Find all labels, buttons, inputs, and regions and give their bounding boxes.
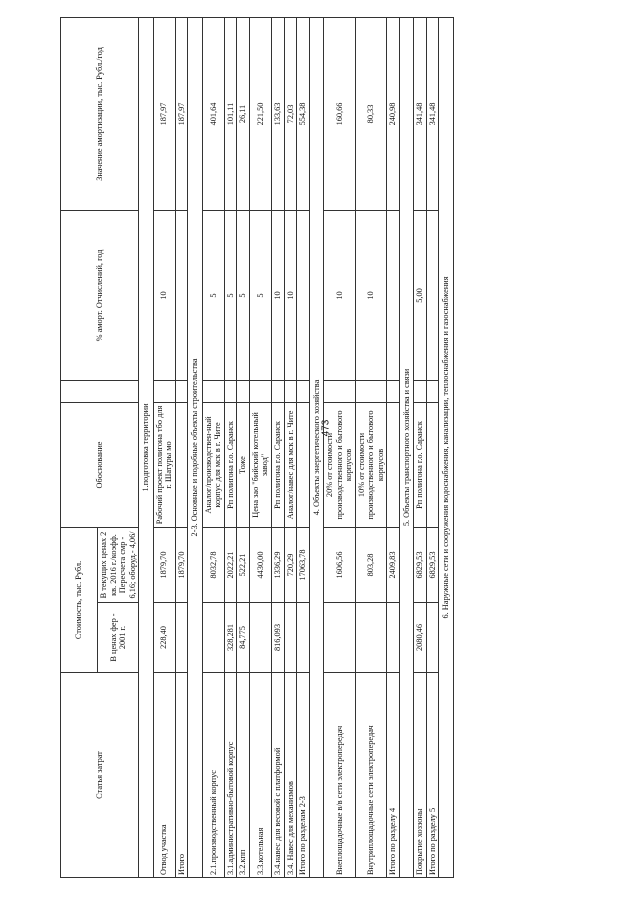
cell-basis [426,402,439,527]
cell-amort-value: 341,48 [414,17,427,210]
table-row [271,17,284,877]
cell-price-current: 6829,53 [426,527,439,602]
cell-price-2001 [426,603,439,673]
cell-amort-percent [175,210,188,380]
section-title: 4. Объекты энергетического хозяйства [309,17,324,877]
cell-amort-percent [387,210,400,380]
section-title: 5. Объекты транспортного хозяйства и связи [399,17,414,877]
cell-price-current: 803,28 [355,527,387,602]
cell-price-2001 [175,603,188,673]
cell-basis [387,402,400,527]
cell-price-current: 1879,70 [175,527,188,602]
cell-basis: Цена зао "бийский котельный завод" [249,402,271,527]
cell-price-current: 4430,00 [249,527,271,602]
cell-amort-percent: 10 [324,210,356,380]
cell-cost-item: 3.2.кпп [237,673,250,878]
cell-amort-percent: 10 [271,210,284,380]
header-amort-percent: % аморт. Отчислений, год [61,210,139,380]
cell-amort-percent: 5 [224,210,237,380]
table-row [202,17,224,877]
cell-amort-value: 187,97 [153,17,175,210]
cell-basis [175,402,188,527]
cell-amort-value: 72,03 [284,17,297,210]
cell-amort-value: 26,11 [237,17,250,210]
cell-cost-item: Внеплощадочные в/в сети электропередач [324,673,356,878]
cell-amort-value: 80,33 [355,17,387,210]
table-row [387,17,400,877]
cell-price-2001: 228,40 [153,603,175,673]
cell-price-current: 1879,70 [153,527,175,602]
cell-amort-percent: 10 [153,210,175,380]
cell-cost-item: Итого по разделу 5 [426,673,439,878]
cell-amort-percent [426,210,439,380]
amortization-table [60,17,454,878]
cell-cost-item: Итого [175,673,188,878]
cell-price-2001 [202,603,224,673]
table-row [355,17,387,877]
cell-empty [426,380,439,402]
cell-empty [153,380,175,402]
header-basis: Обоснование [61,402,139,527]
cell-basis: Рп полигона г.о. Саранск [414,402,427,527]
cell-amort-value: 240,98 [387,17,400,210]
cell-empty [355,380,387,402]
cell-basis: Аналог/производствен-ный корпус для мск в г. Чите [202,402,224,527]
cell-cost-item: Отвод участка [153,673,175,878]
cell-empty [249,380,271,402]
header-cost-group: Стоимость, тыс. Рубл. [61,527,98,672]
cell-amort-value: 554,38 [297,17,310,210]
cell-cost-item: Внутриплощадочные сети электропередач [355,673,387,878]
table-row [237,17,250,877]
section-row [309,17,324,877]
cell-basis: Тоже [237,402,250,527]
cell-amort-percent [297,210,310,380]
rotated-table-container [60,18,560,878]
header-empty [61,380,139,402]
cell-empty [175,380,188,402]
table-row [324,17,356,877]
cell-empty [202,380,224,402]
cell-amort-value: 341,48 [426,17,439,210]
section-row [139,17,154,877]
table-row [175,17,188,877]
cell-price-2001 [284,603,297,673]
cell-cost-item: 3.3.котельная [249,673,271,878]
cell-amort-percent: 10 [355,210,387,380]
cell-cost-item: 3.4.навес для весовой с платформой [271,673,284,878]
cell-empty [237,380,250,402]
section-row [439,17,454,877]
cell-empty [387,380,400,402]
cell-amort-percent: 5,00 [414,210,427,380]
cell-price-current: 6829,53 [414,527,427,602]
cell-price-2001 [387,603,400,673]
cell-price-2001 [249,603,271,673]
cell-price-current: 720,29 [284,527,297,602]
header-cost-item: Статья затрат [61,673,139,878]
cell-cost-item: 3.1.административно-бытовой корпус [224,673,237,878]
page-number: 473 [320,419,332,437]
cell-price-2001: 84,775 [237,603,250,673]
cell-basis: Аналог/навес для мск в г. Чите [284,402,297,527]
section-title: 6. Наружные сети и сооружения водоснабжения, канализации, теплоснабжения и газоснабжения [439,17,454,877]
cell-empty [271,380,284,402]
cell-amort-value: 101,11 [224,17,237,210]
table-row [153,17,175,877]
cell-cost-item: Итого по разделу 4 [387,673,400,878]
table-row [284,17,297,877]
header-price-current: В текущих ценах 2 кв. 2016 г./коэфф. Пересчета смр - 6,16; оборуд.- 4,06/ [98,527,139,602]
section-title: 2-3. Основные и подобные объекты строительства [188,17,203,877]
cell-price-2001 [324,603,356,673]
cell-empty [324,380,356,402]
header-amort-value: Значение амортизации, тыс. Рубл./год [61,17,139,210]
cell-basis: 10% от стоимости производственного и бытового корпусов [355,402,387,527]
cell-basis: 20% от стоимости производственного и бытового корпусов [324,402,356,527]
cell-amort-value: 187,97 [175,17,188,210]
cell-price-2001 [355,603,387,673]
cell-price-current: 522,21 [237,527,250,602]
cell-empty [297,380,310,402]
cell-price-2001 [297,603,310,673]
cell-amort-percent: 5 [202,210,224,380]
cell-cost-item: Покрытие хоззоны [414,673,427,878]
cell-basis: Рп полигона г.о. Саранск [271,402,284,527]
table-body [139,17,454,877]
cell-amort-percent: 5 [237,210,250,380]
cell-price-2001: 328,281 [224,603,237,673]
cell-cost-item: 2.1.производственный корпус [202,673,224,878]
cell-cost-item: Итого по разделам 2-3 [297,673,310,878]
cell-empty [284,380,297,402]
cell-basis [297,402,310,527]
cell-price-current: 1336,29 [271,527,284,602]
table-row [426,17,439,877]
section-row [399,17,414,877]
cell-empty [414,380,427,402]
cell-cost-item: 3.4. Навес для механизмов [284,673,297,878]
cell-basis: Рабочий проект полигона тбо для г. Шатуры мо [153,402,175,527]
table-row [297,17,310,877]
cell-amort-percent: 5 [249,210,271,380]
cell-amort-value: 221,50 [249,17,271,210]
cell-amort-value: 133,63 [271,17,284,210]
cell-price-2001: 816,093 [271,603,284,673]
cell-empty [224,380,237,402]
cell-price-current: 2022,21 [224,527,237,602]
section-row [188,17,203,877]
cell-price-current: 17063,78 [297,527,310,602]
cell-amort-value: 160,66 [324,17,356,210]
cell-price-current: 1606,56 [324,527,356,602]
table-row [224,17,237,877]
table-row [249,17,271,877]
table-row [414,17,427,877]
cell-amort-percent: 10 [284,210,297,380]
cell-price-current: 8032,78 [202,527,224,602]
header-price-2001: В ценах фер - 2001 г. [98,603,139,673]
section-title: 1.подготовка территории [139,17,154,877]
cell-price-current: 2409,83 [387,527,400,602]
cell-basis: Рп полигона г.о. Саранск [224,402,237,527]
cell-amort-value: 401,64 [202,17,224,210]
cell-price-2001: 2080,46 [414,603,427,673]
